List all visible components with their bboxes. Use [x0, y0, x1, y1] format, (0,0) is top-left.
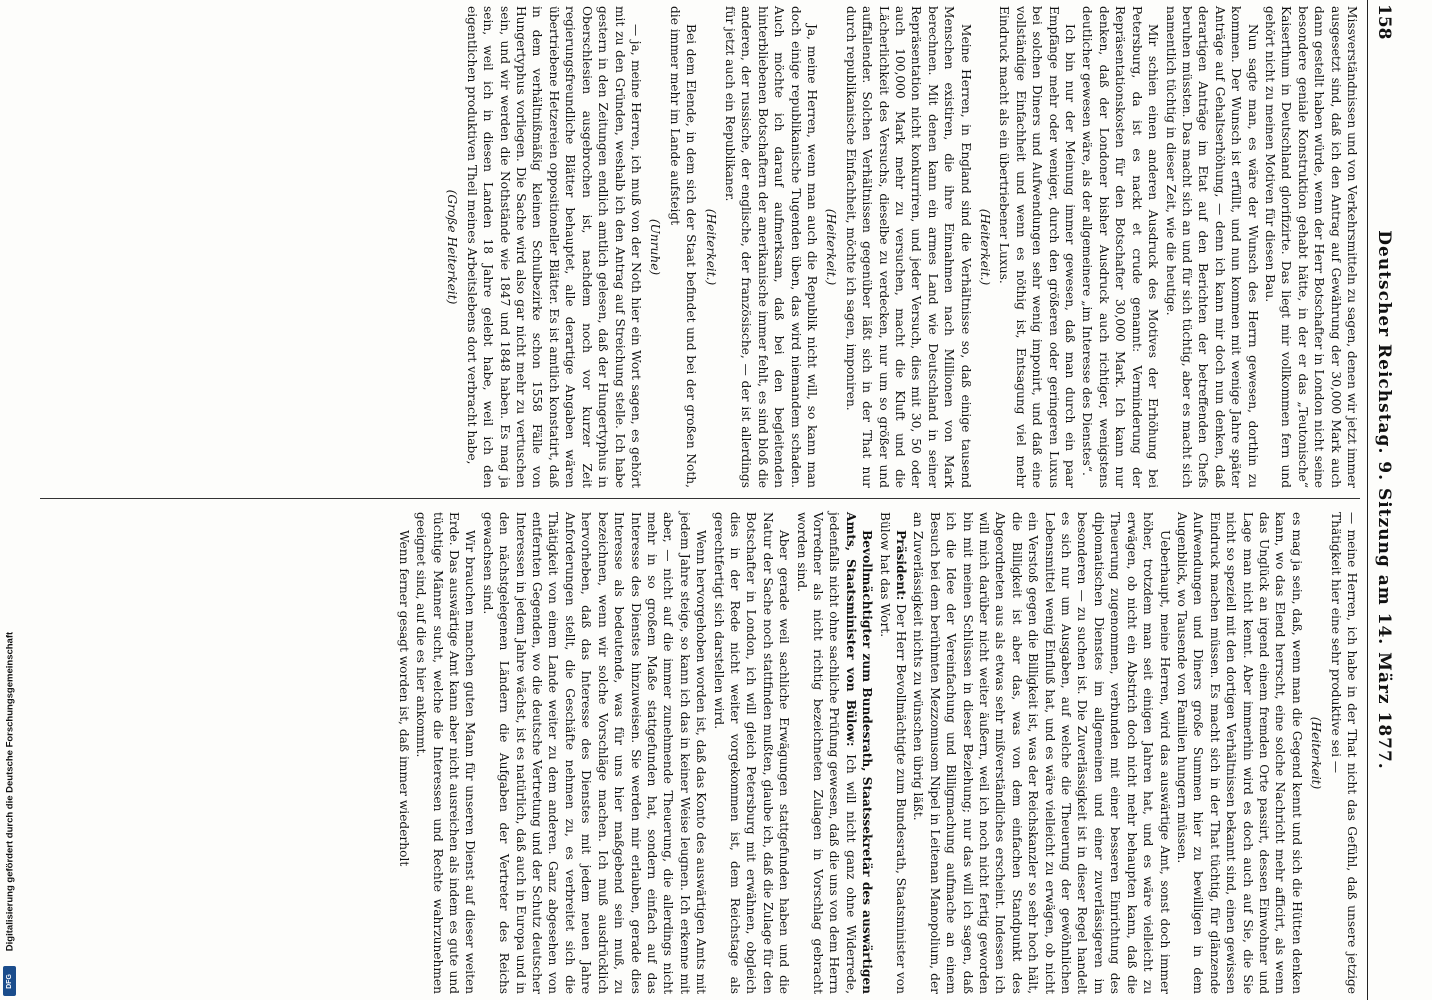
paragraph: Bei dem Elende, in dem sich der Staat befindet und bei der großen Noth, die immer mehr im Lande aufsteigt — [667, 6, 699, 488]
column-divider — [40, 498, 1360, 499]
stage-direction: (Heiterkeit) — [1309, 716, 1324, 790]
stage-direction: (Unruhe) — [648, 218, 663, 276]
digitization-credit — [0, 596, 22, 1000]
stage-direction: (Heiterkeit.) — [824, 208, 839, 286]
speaker-name: Bevollmächtigter zum Bundesrath, Staatssekretär des auswärtigen Amts, Staatsminister von Bülow: — [843, 512, 875, 994]
stage-direction: (Große Heiterkeit) — [445, 189, 460, 305]
speaker-text: Ich will nicht ganz ohne Widerrede, jedenfalls nicht ohne sachliche Prüfung gewesen, daß die uns von dem Herrn Vorredner als nicht richtig bezeichneten Zulagen in Vorschlag gebracht worden sind. — [794, 512, 858, 995]
speaker-paragraph — [876, 512, 909, 994]
paragraph: Meine Herren, in England sind die Verhältnisse so, daß einige tausend Menschen existiren, die ihre Einnahmen nach Millionen von Mark berechnen. Mit denen kann ein armes Land wie Deutschland in seiner Repräsentation nicht konkurriren, und jeder Versuch, dies mit 30, 50 oder auch 100,000 Mark mehr zu versuchen, macht die Kluft und die Lächerlichkeit des Versuchs, dieselbe zu verdecken, nur um so größer und auffallender. Solchen Verhältnissen gegenüber läßt sich in der That nur durch republikanische Einfachheit, möchte ich sagen, imponiren. — [843, 6, 973, 488]
stage-direction: (Heiterkeit.) — [978, 208, 993, 286]
paragraph: Wenn hervorgehoben worden ist, daß das Konto des auswärtigen Amts mit jedem Jahre steige, so kann ich das in keiner Weise leugnen. Ich erkenne mit aber, — nicht auf die immer zunehmende Theuerung, die allerdings nicht mehr in so großem Maße stattgefunden hat, sondern einfach auf das Interesse des Dienstes hinzuweisen. Sie werden mir erlauben, gerade dies Interesse als bedeutende, was für uns hier maßgebend sein muß, zu bezeichnen, wenn wir solche Vorschläge machen. Ich muß ausdrücklich hervorheben, daß das Interesse des Dienstes mit jedem neuen Jahre Anforderungen stellt, die Geschäfte nehmen zu, es verbreitet sich die Thätigkeit von einem Lande weiter zu dem anderen. Ganz abgesehen von entfernten Gegenden, wo die deutsche Vertretung und der Schutz deutscher Interessen in jedem Jahre wächst, ist es natürlich, daß auch in Europa und in den nächstgelegenen Ländern die Aufgaben der Vertreter des Reichs gewachsen sind. — [480, 512, 709, 994]
paragraph: Wir brauchen manchen guten Mann für unseren Dienst auf dieser weiten Erde. Das auswärtige Amt kann aber nicht ausreichen als indem es gute und tüchtige Männer sucht, welche die Interessen und Rechte wahrzunehmen geeignet sind, auf die es hier ankommt. — [414, 512, 478, 994]
paragraph: es mag ja sein, daß, wenn man die Gegend kennt und sich die Hütten denken kann, wo das Elend herrscht, eine solche Nachricht mehr afficirt, als wenn das Unglück an irgend einem fremden Orte passirt, dessen Einwohner und Lage man nicht kennt. Aber immerhin wird es doch auch auf Sie, die Sie nicht so speziell mit den dortigen Verhältnissen bekannt sind, einen gewissen Eindruck machen müssen. Es macht sich in der That tüchtig, für glänzende Aufwendungen und Diners große Summen hier zu bewilligen in dem Augenblick, wo Tausende von Familien hungern müssen. — [1174, 512, 1304, 994]
paragraph: Wenn ferner gesagt worden ist, daß immer wiederholt — [396, 530, 411, 867]
paragraph: Aber gerade weil sachliche Erwägungen stattgefunden haben und die Natur der Sache noch stattfinden mußten, glaube ich, daß die Zulage für den Botschafter in London, ich will gleich Petersburg mit erwähnen, obgleich dies in der Rede nicht weiter vorgekommen ist, dem Reichstage als gerechtfertigt sich darstellen wird. — [711, 512, 792, 994]
speaker-paragraph — [793, 512, 875, 994]
paragraph: Missverständnissen und von Verkehrsmitteln zu sagen, denen wir jetzt immer ausgesetzt sind, daß ich den Antrag auf Gewährung der 30,000 Mark auch dann gestellt haben würde, wenn der Herr Botschafter in London nicht seine besondere geniale Konstruktion gehabt hätte, in der er das „Teutonische“ Kaiserthum in Deutschland glorifizirte. Das liegt mir vollkommen fern und gehört nicht zu meinen Motiven für diesen Bau. — [1262, 6, 1359, 488]
rotated-page-content — [30, 0, 1400, 1000]
page-number: 158 — [1374, 4, 1394, 40]
stage-direction: (Heiterkeit.) — [703, 208, 718, 286]
speaker-text: Der Herr Bevollmächtigte zum Bundesrath, Staatsminister von Bülow hat das Wort. — [877, 512, 909, 994]
paragraph: — meine Herren, ich habe in der That nicht das Gefühl, daß unsere jetzige Thätigkeit hier eine sehr produktive sei — — [1328, 512, 1359, 994]
right-column — [40, 512, 1360, 994]
speaker-name: Präsident: — [894, 530, 909, 601]
paragraph: Ueberhaupt, meine Herren, wird das auswärtige Amt, sonst doch immer höher, trotzdem man seit einigen Jahren hat, und es wäre vielleicht zu erwägen, ob nicht ein Abstrich doch nicht mehr behaupten kann, daß die Theuerung zugenommen, verbunden mit einer besseren Einrichtung des diplomatischen Dienstes im allgemeinen und einer zuverlässigeren im besonderen — zu suchen ist. Die Zuverlässigkeit ist in dieser Regel handelt es sich nur um Ausgaben, auf welche die Theuerung der gewöhnlichen Lebensmittel wenig Einfluß hat, und es wäre vielleicht zu erwägen, ob nicht ein Verstoß gegen die Billigkeit ist, was der Reichskanzler so sehr hoch hält, die Billigkeit ist aber das, was von dem einfachen Standpunkt des Abgeordneten aus als etwas sehr mißverständliches erscheint. Indessen ich will mich darüber nicht weiter äußern, weil ich noch nicht fertig geworden bin mit meinen Schlüssen in dieser Beziehung; nur das will ich sagen, daß ich die Idee der Vereinfachung und Billigmachung aufmache an einem Besuch bei dem berühmten Mezzomusom Nipel in Leitenan Manopolium, der an Zuverlässigkeit nichts zu wünschen übrig läßt. — [911, 512, 1172, 994]
paragraph: Nun sagte man, es wäre der Wunsch des Herrn gewesen, dorthin zu kommen. Der Wunsch ist erfüllt, und nun kommen mit wenige Jahre später Anträge auf Gehaltserhöhung, — denn ich kann mir doch nun denken, daß derartigen Anträge im Etat auf den Berichten der betreffenden Chefs beruhen müssten. Das macht sich an und für sich tüchtig, aber es macht sich namentlich tüchtig in dieser Zeit, wie die heutige. — [1163, 6, 1260, 488]
paragraph: Ich bin nur der Meinung immer gewesen, daß man durch ein paar Empfänge mehr oder weniger, durch den größeren oder geringeren Luxus bei solchen Diners und Aufwendungen sehr wenig imponirt, und daß eine vollständige Einfachheit und wenn es nöthig ist, Entsagung viel mehr Eindruck macht als ein übertriebener Luxus. — [997, 6, 1078, 488]
logo-text: DFG — [6, 973, 13, 989]
page-header — [1367, 0, 1400, 1000]
credit-text: Digitalisierung gefördert durch die Deutsche Forschungsgemeinschaft — [4, 631, 16, 952]
paragraph: Mir schien einen anderen Ausdruck des Motives der Erhöhung bei Petersburg, da ist es nackt et crude genannt: Verminderung der Repräsentationskosten für den Botschafter 30,000 Mark. Ich kann nur denken, daß der Londoner bisher Ausdruck auch richtiger, wenigstens deutlicher gewesen wäre, als der allgemeinere „im Interesse des Dienstes“. — [1080, 6, 1161, 488]
left-column — [40, 6, 1360, 488]
dfg-logo-icon — [3, 966, 16, 996]
running-title: Deutscher Reichstag. 9. Sitzung am 14. März 1877. — [1374, 230, 1394, 770]
paragraph: Ja, meine Herren, wenn man auch die Republik nicht will, so kann man doch einige republikanische Tugenden üben, das wird niemandem schaden. Auch möchte ich darauf aufmerksam, daß bei den begleitenden hinterbliebenen Botschaftern der amerikanische immer fehlt, es sind bloß die anderen, der russische, der englische, der französische, — der ist allerdings für jetzt auch ein Republikaner. — [722, 6, 819, 488]
paragraph: — ja, meine Herren, ich muß von der Noth hier ein Wort sagen, es gehört mit zu den Gründen, weshalb ich den Antrag auf Streichung stelle. Ich habe gestern in den Zeitungen endlich amtlich gelesen, daß der Hungertyphus in Oberschlesien ausgebrochen ist, nachdem noch vor kurzer Zeit regierungsfreundliche Blätter behauptet, alle derartige Angaben wären übertriebene Hetzereien oppositioneller Blätter. Es ist amtlich konstatirt, daß in dem verhältnißmäßig kleinen Schulbezirke schon 1558 Fälle von Hungertyphus vorliegen. Die Sache wird also gar nicht mehr zu vertuschen sein, und wir werden die Nothstände wie 1847 und 1848 haben. Es mag ja sein, weil ich in diesen Landen 18 Jahre gelebt habe, weil ich den eigentlichen produktiven Theil meines Arbeitslebens dort verbracht habe, — [464, 6, 643, 488]
